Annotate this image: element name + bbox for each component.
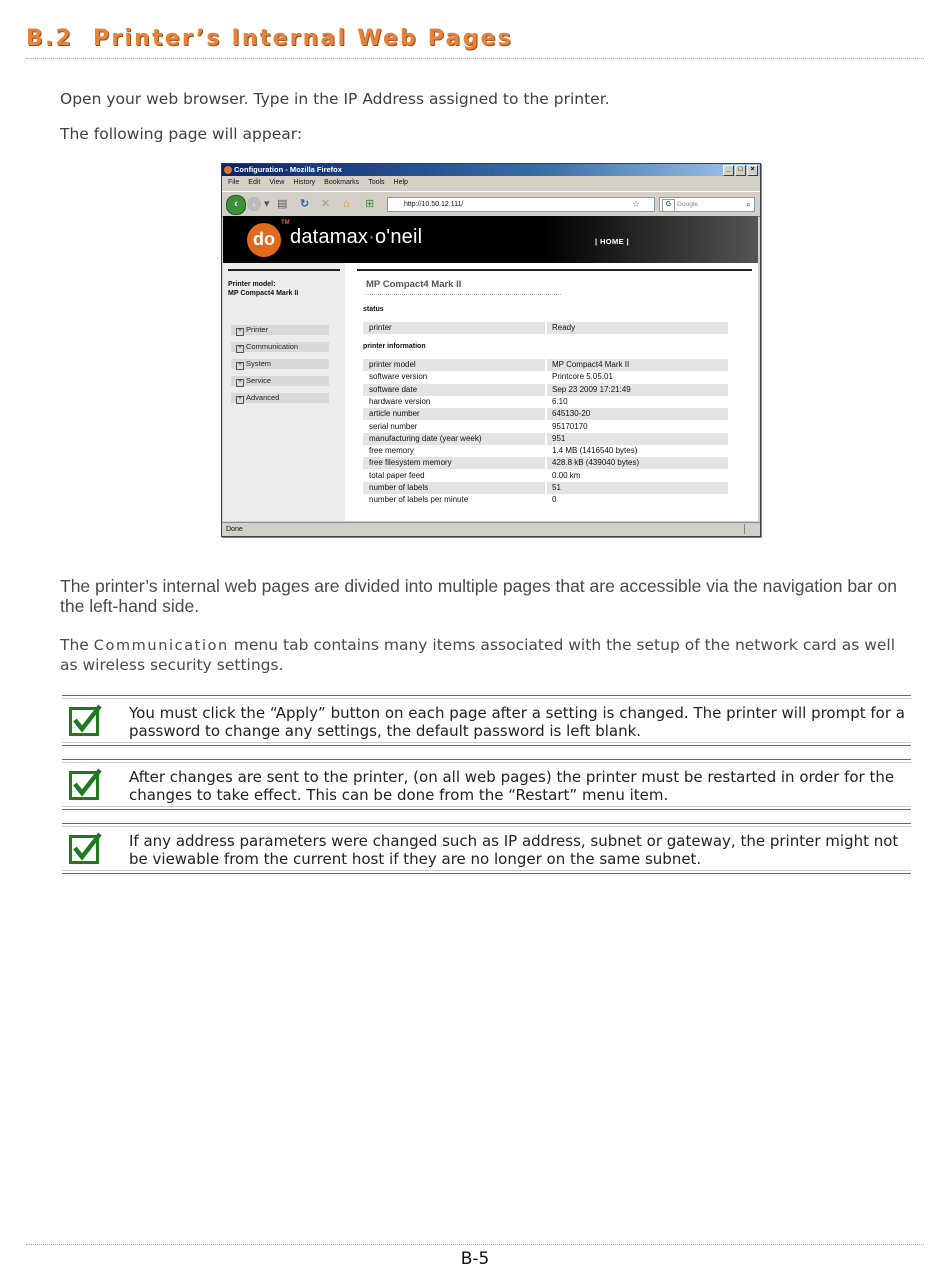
row-key: number of labels per minute — [369, 495, 469, 505]
note-text: You must click the “Apply” button on each page after a setting is changed. The printer will prompt for a password to change any settings, the default password is left blank. — [129, 704, 905, 740]
row-value: MP Compact4 Mark II — [552, 360, 630, 369]
table-row — [363, 371, 728, 383]
header-rule — [26, 58, 924, 59]
menu-view[interactable]: View — [269, 179, 285, 186]
logo-text-b: o'neil — [374, 226, 423, 248]
table-row — [363, 482, 728, 494]
search-icon[interactable]: ⌕ — [745, 199, 751, 209]
expand-icon: + — [236, 396, 244, 404]
row-value: Sep 23 2009 17:21:49 — [552, 384, 631, 394]
search-input[interactable] — [659, 197, 755, 212]
section-title: Printer’s Internal Web Pages — [93, 26, 513, 51]
note-box — [62, 695, 911, 746]
row-key: free memory — [369, 446, 414, 456]
row-value: 6.10 — [552, 396, 568, 406]
page-sidebar — [223, 263, 345, 521]
model-title: MP Compact4 Mark II — [366, 279, 462, 290]
browser-screenshot — [221, 163, 761, 537]
checkbox-check-icon — [69, 832, 102, 864]
minimize-icon[interactable]: _ — [723, 165, 734, 176]
body-paragraph-2 — [60, 636, 910, 675]
row-key: total paper feed — [369, 470, 425, 480]
logo-text — [290, 226, 422, 249]
nav-label: Service — [246, 376, 272, 385]
menu-history[interactable]: History — [293, 179, 316, 186]
search-placeholder: Google — [677, 201, 698, 208]
browser-toolbar — [222, 191, 760, 217]
note-text: After changes are sent to the printer, (on all web pages) the printer must be restarted in order for the changes to take effect. This can be done from the “Restart” menu item. — [129, 768, 895, 804]
row-value: 1.4 MB (1416540 bytes) — [552, 446, 638, 456]
page-content — [347, 263, 758, 521]
table-row — [363, 408, 728, 420]
row-key: software version — [369, 372, 428, 382]
home-link[interactable]: | HOME | — [595, 237, 630, 246]
row-value: 951 — [552, 433, 566, 443]
nav-label: Communication — [246, 342, 299, 351]
back-arrow-icon[interactable]: ‹ — [226, 195, 246, 215]
row-key: manufacturing date (year week) — [369, 433, 482, 443]
table-row — [363, 457, 728, 469]
section-heading — [26, 26, 513, 51]
browser-menubar — [222, 177, 760, 189]
para2-post: menu tab contains many items associated with the setup of the network card as well as wireless security settings. — [60, 636, 896, 674]
expand-icon: + — [236, 328, 244, 336]
nav-label: Printer — [246, 325, 269, 334]
footer-rule — [26, 1244, 924, 1245]
row-key: printer model — [369, 360, 416, 369]
dropdown-arrow-icon[interactable]: ▾ — [264, 198, 270, 210]
sidebar-model-label: Printer model: — [228, 281, 276, 288]
row-value: Printcore 5.05.01 — [552, 372, 613, 382]
table-row — [363, 421, 728, 433]
row-key: free filesystem memory — [369, 458, 452, 468]
row-value: 645130-20 — [552, 409, 591, 419]
datamax-logo-icon: do — [247, 223, 281, 257]
section-number: B.2 — [26, 26, 74, 51]
url-text: http://10.50.12.111/ — [404, 201, 464, 208]
checkbox-check-icon — [69, 704, 102, 736]
nav-item-printer[interactable] — [231, 325, 329, 335]
checkbox-check-icon — [69, 768, 102, 800]
row-value: Ready — [552, 323, 576, 332]
communication-term: Communication — [93, 638, 229, 654]
table-row — [363, 445, 728, 457]
firefox-icon — [224, 166, 232, 174]
nav-label: System — [246, 359, 272, 368]
intro-line-2: The following page will appear: — [60, 125, 303, 143]
row-key: serial number — [369, 421, 418, 431]
sidebar-model-info — [228, 280, 298, 298]
info-heading: printer information — [363, 343, 426, 350]
menu-tools[interactable]: Tools — [368, 179, 385, 186]
dotted-divider — [366, 294, 561, 295]
nav-item-communication[interactable] — [231, 342, 329, 352]
sidebar-rule — [228, 269, 340, 271]
row-value: 428.8 kB (439040 bytes) — [552, 458, 640, 468]
web-page — [223, 216, 758, 521]
menu-help[interactable]: Help — [393, 179, 408, 186]
table-row — [363, 384, 728, 396]
reload-icon[interactable]: ↻ — [300, 198, 310, 210]
table-row — [363, 322, 728, 334]
row-key: software date — [369, 384, 418, 394]
table-row — [363, 494, 728, 506]
expand-icon: + — [236, 362, 244, 370]
browser-titlebar — [222, 164, 760, 176]
row-value: 51 — [552, 483, 561, 492]
intro-line-1: Open your web browser. Type in the IP Address assigned to the printer. — [60, 90, 610, 108]
row-key: printer — [369, 323, 392, 332]
logo-trademark: TM — [281, 220, 290, 226]
row-value: 0.00 km — [552, 470, 581, 480]
row-key: article number — [369, 409, 420, 419]
row-key: number of labels — [369, 483, 429, 492]
logo-dot: · — [368, 226, 375, 248]
forward-arrow-icon[interactable]: › — [247, 197, 261, 211]
url-bar[interactable] — [387, 197, 655, 212]
content-rule — [357, 269, 752, 271]
page-banner — [223, 216, 758, 263]
table-row — [363, 470, 728, 482]
nav-item-service[interactable] — [231, 376, 329, 386]
star-icon[interactable]: ☆ — [631, 199, 640, 209]
note-box — [62, 823, 911, 874]
row-key: hardware version — [369, 396, 431, 406]
menu-file[interactable]: File — [228, 179, 240, 186]
status-text: Done — [226, 526, 243, 533]
note-box — [62, 759, 911, 810]
status-heading: status — [363, 306, 384, 313]
close-icon[interactable]: × — [747, 165, 758, 176]
logo-text-a: datamax — [290, 226, 369, 248]
stop-icon[interactable]: ✕ — [321, 198, 331, 210]
row-value: 0 — [552, 495, 557, 505]
maximize-icon[interactable]: □ — [735, 165, 746, 176]
table-row — [363, 359, 728, 371]
browser-statusbar — [222, 522, 760, 536]
home-icon[interactable]: ⌂ — [343, 198, 350, 210]
sidebar-model-value: MP Compact4 Mark II — [228, 290, 299, 297]
resize-grip-icon[interactable] — [744, 524, 757, 534]
add-bookmark-icon[interactable]: ⊞ — [365, 198, 375, 210]
table-row — [363, 396, 728, 408]
menu-bookmarks[interactable]: Bookmarks — [324, 179, 360, 186]
nav-item-advanced[interactable] — [231, 393, 329, 403]
expand-icon: + — [236, 379, 244, 387]
window-title: Configuration - Mozilla Firefox — [234, 165, 342, 174]
expand-icon: + — [236, 345, 244, 353]
row-value: 95170170 — [552, 421, 588, 431]
menu-edit[interactable]: Edit — [248, 179, 261, 186]
page-number: B-5 — [460, 1249, 490, 1269]
google-icon: G — [662, 199, 675, 212]
nav-label: Advanced — [246, 393, 280, 402]
print-icon[interactable]: ▤ — [277, 198, 288, 210]
note-text: If any address parameters were changed such as IP address, subnet or gateway, the printer might not be viewable from the current host if they are no longer on the same subnet. — [129, 832, 899, 868]
table-row — [363, 433, 728, 445]
para2-pre: The — [60, 636, 94, 654]
body-paragraph-1: The printer’s internal web pages are divided into multiple pages that are accessible via the navigation bar on the left-hand side. — [60, 576, 897, 616]
nav-item-system[interactable] — [231, 359, 329, 369]
